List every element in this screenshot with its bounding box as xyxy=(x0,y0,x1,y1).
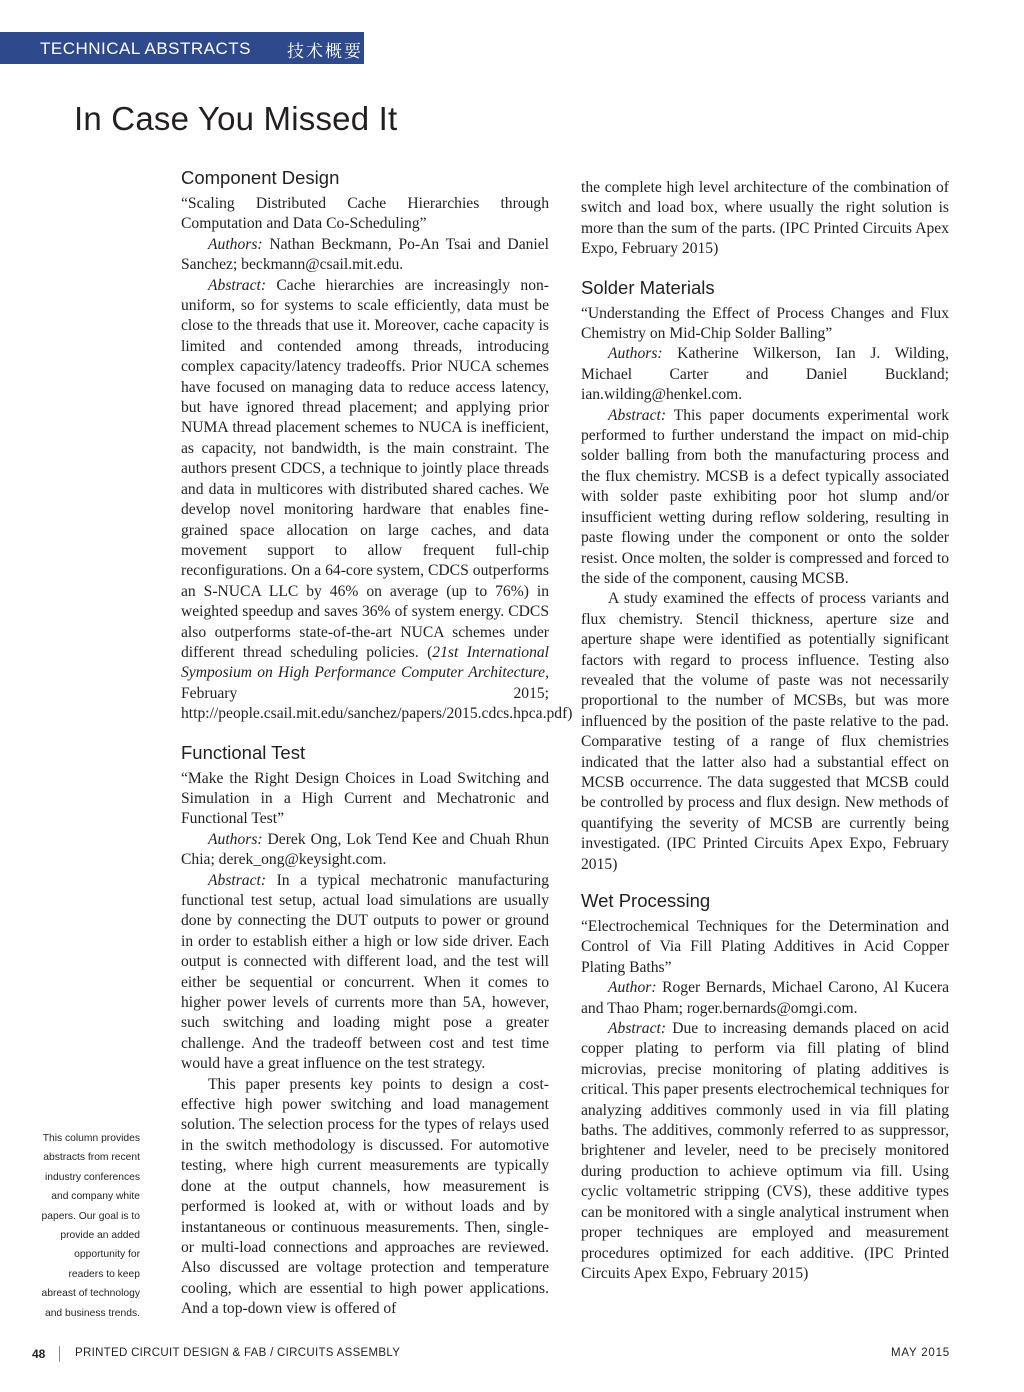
abstract-source: February 2015; http://people.csail.mit.edu/sanchez/papers/2015.cdcs.hpca.pdf) xyxy=(181,684,573,723)
abstract-text: Due to increasing demands placed on acid copper plating to perform via fill plating of blind microvias, precise monitoring of plating additives is critical. This paper presents electrochemical techniques for analyzing additives commonly used in via fill plating baths. The additives, commonly referred to as suppressor, brightener and leveler, need to be precisely monitored during production to achieve optimum via fill. Using cyclic voltametric stripping (CVS), these additive types can be monitored with a single analytical instrument when proper techniques are employed and measurement procedures optimized for each additive. (IPC Printed Circuits Apex Expo, February 2015) xyxy=(581,1020,949,1282)
authors-label: Authors: xyxy=(208,235,263,253)
article-authors xyxy=(581,344,949,405)
abstract-text: In a typical mechatronic manufacturing functional test setup, actual load simulations are usually done by connecting the DUT outputs to power or ground in order to establish either a high or low side driver. Each output is connected with different load, and the test will either be sequential or concurrent. When it comes to higher power levels of currents more than 5A, however, such switching and loading might pose a greater challenge. And the tradeoff between cost and test time would have a great influence on the test strategy. xyxy=(181,871,549,1073)
abstract-text: This paper documents experimental work performed to further understand the impact on mid-chip solder balling from both the manufacturing process and the flux chemistry. MCSB is a defect typically associated with solder paste exhibiting poor hot slump and/or insufficient wetting during reflow soldering, resulting in paste flowing under the component or onto the solder resist. Once molten, the solder is compressed and forced to the side of the component, causing MCSB. xyxy=(581,406,949,587)
article-title: “Understanding the Effect of Process Changes and Flux Chemistry on Mid-Chip Solder Balling” xyxy=(581,304,949,343)
section-heading-functional-test: Functional Test xyxy=(181,741,306,763)
article-authors xyxy=(181,830,549,871)
abstract-text: Cache hierarchies are increasingly non-uniform, so for systems to scale efficiently, data must be close to the threads that use it. Moreover, cache capacity is limited and contended among threads, introducing complex capacity/latency tradeoffs. Prior NUCA schemes have focused on managing data to reduce access latency, but have ignored thread placement; and applying prior NUMA thread placement schemes to NUCA is inefficient, as capacity, not bandwidth, is the main constraint. The authors present CDCS, a technique to jointly place threads and data in multicores with distributed shared caches. We develop novel monitoring hardware that enables fine-grained space allocation on large caches, and data movement support to allow frequent full-chip reconfigurations. On a 64-core system, CDCS outperforms an S-NUCA LLC by 46% on average (up to 76%) in weighted speedup and saves 36% of system energy. CDCS also outperforms state-of-the-art NUCA schemes under different thread scheduling policies. ( xyxy=(181,276,549,661)
abstract-source-italic: 21st International Symposium on High Performance Computer Architecture, xyxy=(181,643,550,682)
authors-label: Authors: xyxy=(608,345,663,363)
section-heading-solder-materials: Solder Materials xyxy=(581,276,715,298)
section-heading-component-design: Component Design xyxy=(181,167,340,188)
article-title: “Scaling Distributed Cache Hierarchies through Computation and Data Co-Scheduling” xyxy=(181,195,549,233)
article-title: “Make the Right Design Choices in Load Switching and Simulation in a High Current and Mechatronic and Functional Test” xyxy=(181,769,549,828)
article-paragraph-continued: the complete high level architecture of the combination of switch and load box, where usually the right solution is more than the sum of the parts. (IPC Printed Circuits Apex Expo, February 2015) xyxy=(581,179,949,258)
article-abstract xyxy=(181,276,573,725)
column-sidenote: This column provides abstracts from recent industry conferences and company white papers. Our goal is to provide an added opportunity for readers to keep abreast of technology and business trends. xyxy=(41,1133,140,1319)
authors-label: Author: xyxy=(608,979,657,997)
authors-text: Roger Bernards, Michael Carono, Al Kucera and Thao Pham; roger.bernards@omgi.com. xyxy=(581,979,949,1017)
authors-text: Derek Ong, Lok Tend Kee and Chuah Rhun Chia; derek_ong@keysight.com. xyxy=(181,830,549,869)
article-authors xyxy=(581,978,949,1019)
authors-text: Nathan Beckmann, Po-An Tsai and Daniel Sanchez; beckmann@csail.mit.edu. xyxy=(181,235,549,274)
banner-label-zh: 技术概要 xyxy=(287,42,363,61)
section-banner xyxy=(0,32,364,64)
section-heading-wet-processing: Wet Processing xyxy=(581,890,711,911)
left-column xyxy=(181,166,573,1320)
article-title: “Electrochemical Techniques for the Determination and Control of Via Fill Plating Additives in Acid Copper Plating Baths” xyxy=(581,918,949,976)
abstract-label: Abstract: xyxy=(208,871,267,889)
page-footer xyxy=(32,1347,950,1363)
abstract-label: Abstract: xyxy=(208,276,267,294)
article-paragraph: This paper presents key points to design a cost-effective high power switching and load management solution. The selection process for the types of relays used in the switch methodology is discussed. For automotive testing, where high current measurements are typically done at the output channels, how measurement is performed is looked at, with or without loads and by instantaneous or continuous measurements. Then, single- or multi-load connections and approaches are reviewed. Also discussed are voltage protection and temperature cooling, which are essential to high power applications. And a top-down view is offered of xyxy=(181,1075,549,1318)
page-title: In Case You Missed It xyxy=(74,100,398,137)
abstract-label: Abstract: xyxy=(608,406,667,424)
article-abstract xyxy=(581,1019,949,1284)
article-paragraph: A study examined the effects of process variants and flux chemistry. Stencil thickness, aperture size and aperture shape were identified as potentially significant factors with regard to process influence. Testing also revealed that the volume of paste was not necessarily proportional to the number of MCSBs, but was more influenced by the position of the paste relative to the pad. Comparative testing of a range of flux chemistries indicated that the latter also had a substantial effect on MCSB occurrence. The data suggested that MCSB could be controlled by process and flux design. New methods of quantifying the severity of MCSB are currently being investigated. (IPC Printed Circuits Apex Expo, February 2015) xyxy=(581,590,949,873)
footer-divider xyxy=(59,1346,60,1362)
publication-name: PRINTED CIRCUIT DESIGN & FAB / CIRCUITS ASSEMBLY xyxy=(75,1347,401,1359)
banner-label-en: TECHNICAL ABSTRACTS xyxy=(40,39,252,58)
page-number: 48 xyxy=(32,1347,46,1361)
article-abstract xyxy=(181,871,549,1075)
right-column xyxy=(581,178,949,1284)
authors-text: Katherine Wilkerson, Ian J. Wilding, Michael Carter and Daniel Buckland; ian.wilding@henkel.com. xyxy=(581,345,949,404)
issue-date: MAY 2015 xyxy=(890,1347,950,1359)
abstract-label: Abstract: xyxy=(608,1020,667,1038)
authors-label: Authors: xyxy=(208,830,263,848)
article-abstract xyxy=(581,406,949,590)
article-authors xyxy=(181,235,549,276)
